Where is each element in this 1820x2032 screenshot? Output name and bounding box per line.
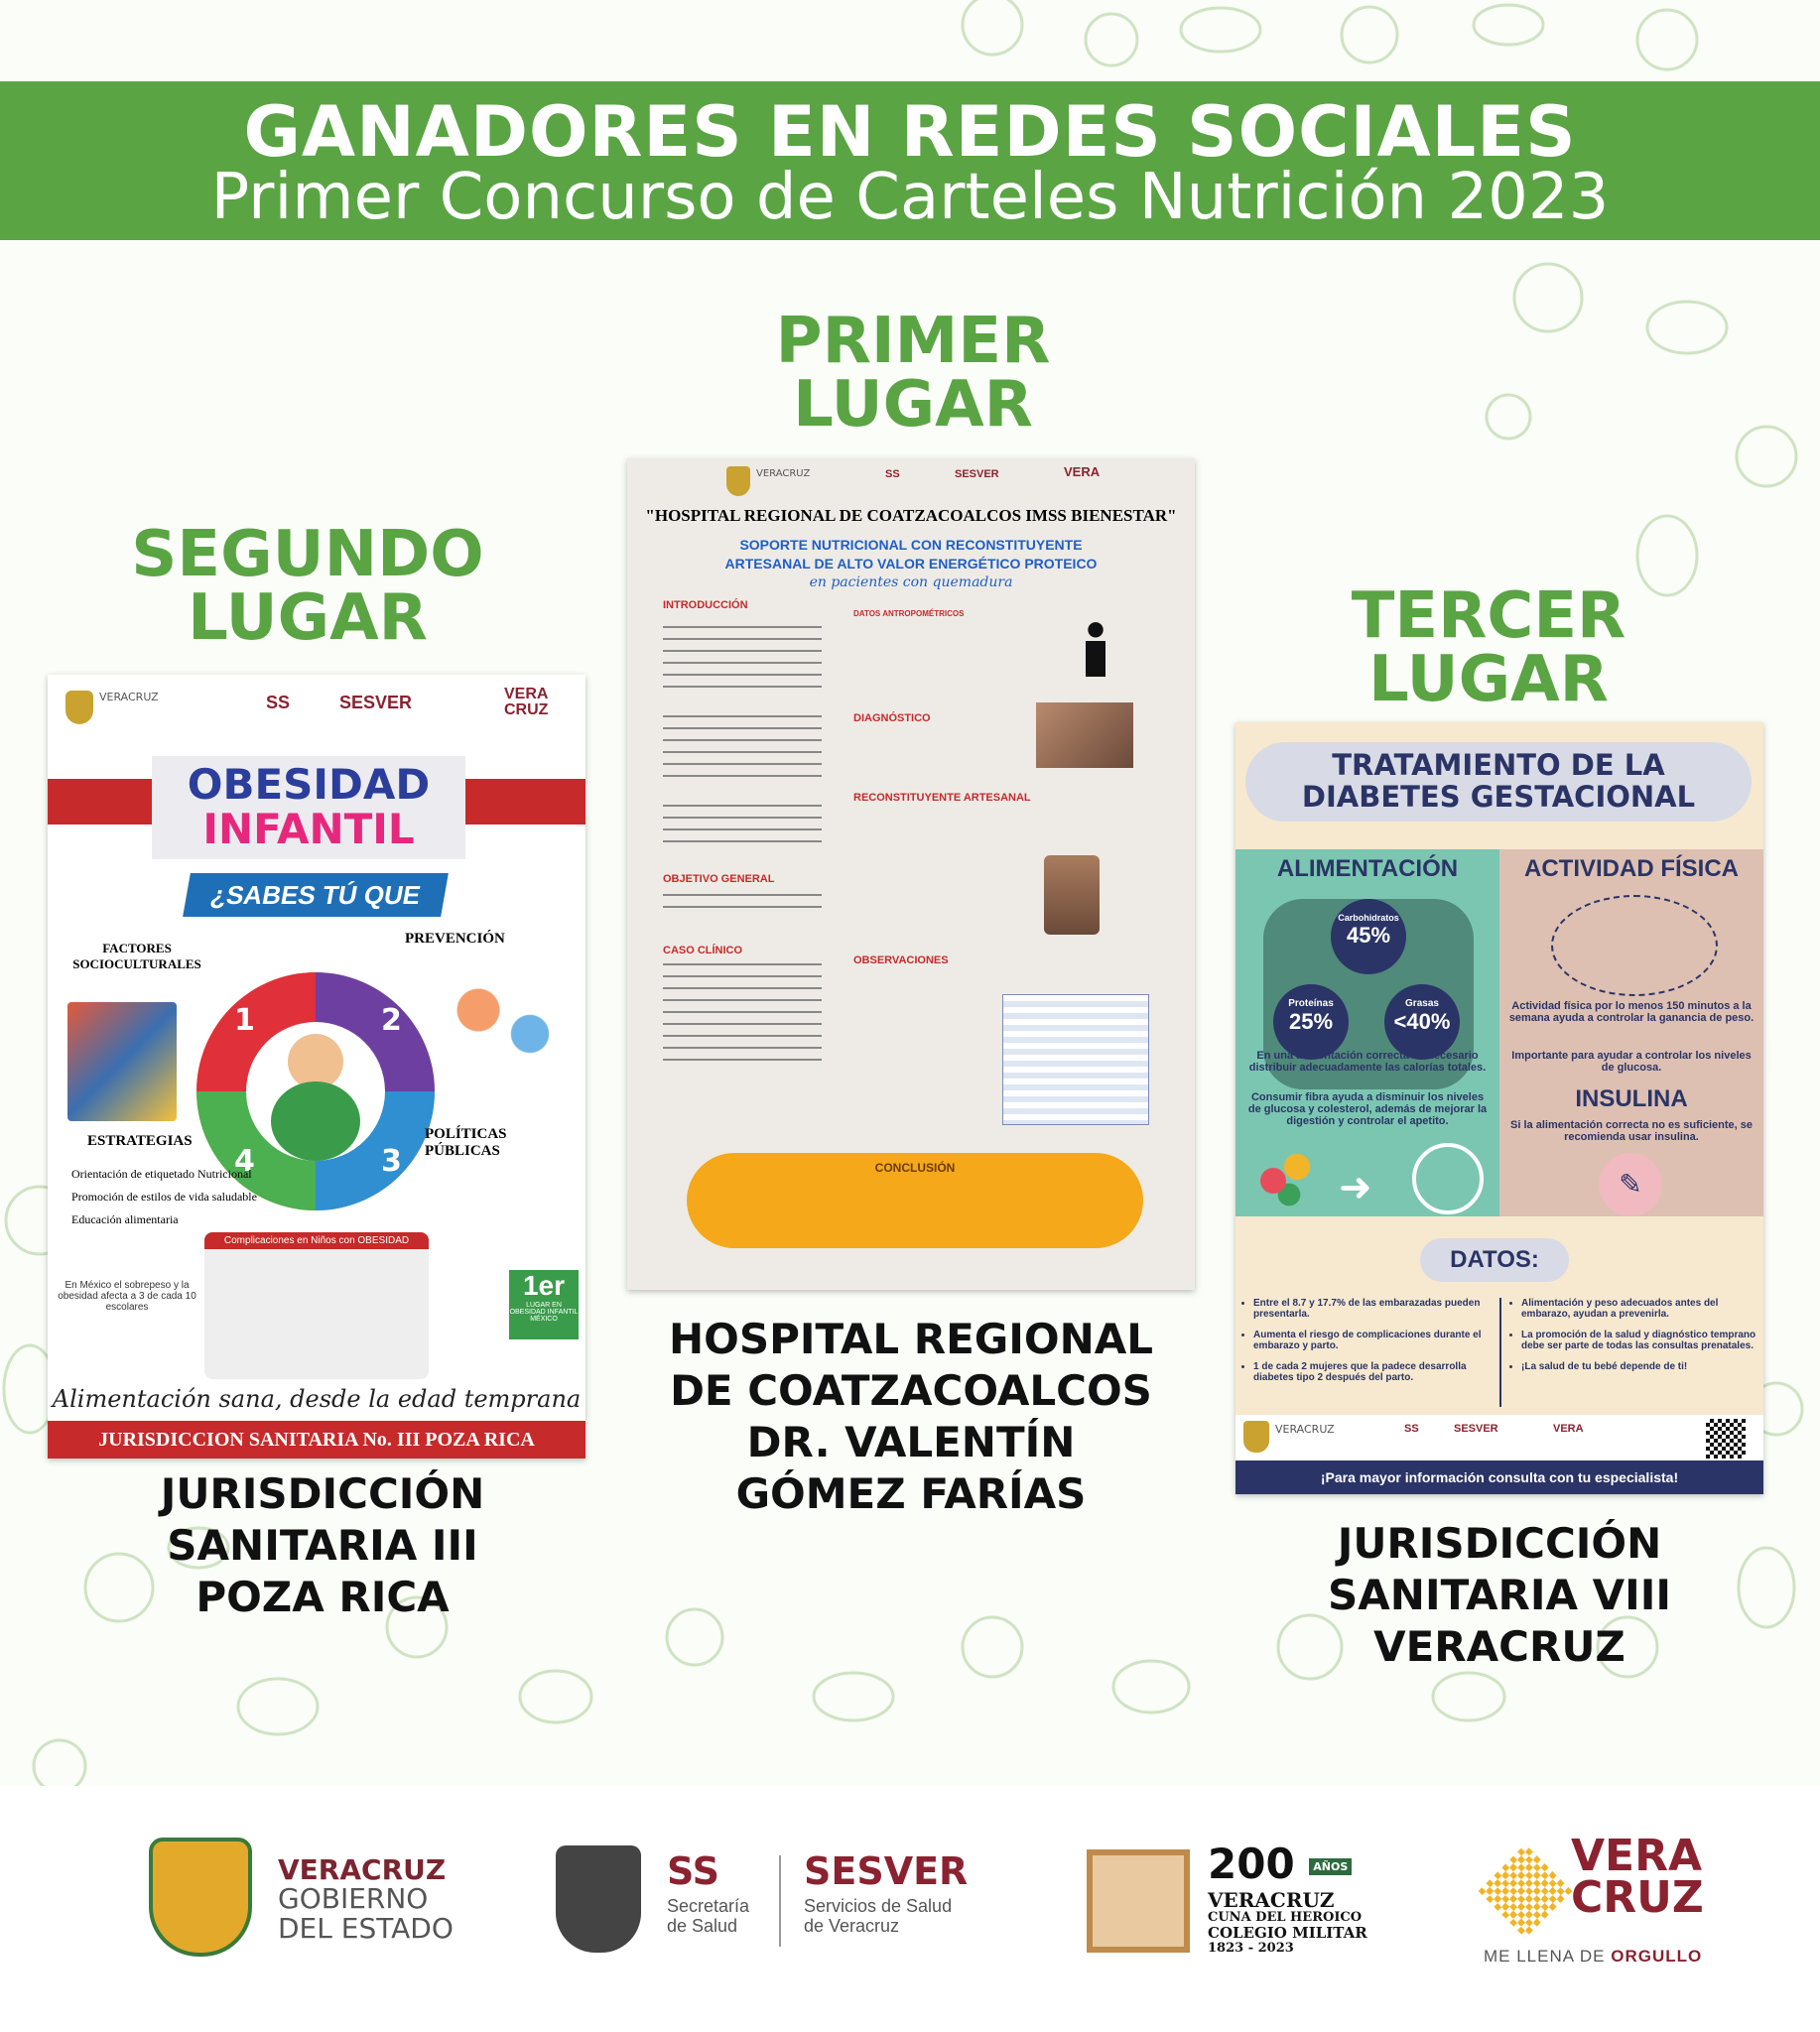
complications-title: Complicaciones en Niños con OBESIDAD (204, 1232, 429, 1249)
anios-number: 200 (1208, 1840, 1295, 1888)
protein-value: 25% (1288, 1009, 1334, 1034)
fat-badge (1384, 984, 1460, 1060)
third-place-heading (1290, 579, 1687, 716)
ss-logo-text: SS (667, 1849, 720, 1893)
obesidad-word: OBESIDAD (187, 760, 431, 809)
obesity-stat: En México el sobrepeso y la obesidad afecta a 3 de cada 10 escolares (58, 1280, 196, 1313)
orgullo-tagline (1484, 1947, 1722, 1967)
datos-pill: DATOS: (1420, 1238, 1569, 1282)
poster-logo-sesver: SESVER (955, 468, 999, 480)
first-place-word-2: LUGAR (793, 368, 1033, 442)
section-objective: OBJETIVO GENERAL (663, 873, 775, 885)
complications-box (204, 1232, 429, 1379)
poster-diabetes-gestacional (1235, 722, 1763, 1494)
winner-line: POZA RICA (195, 1573, 450, 1622)
poster-vera: VERA (1553, 1423, 1584, 1435)
colegio-emblem-icon (1087, 1849, 1190, 1953)
poster-vera: VERA (504, 686, 549, 702)
list-item: • La promoción de la salud y diagnóstico temprano debe ser parte de todas las consultas prenatales. (1521, 1330, 1763, 1351)
fiber-text: Consumir fibra ayuda a disminuir los niveles de glucosa y colesterol, además de mejorar la digestión y controlar el apetito. (1247, 1091, 1488, 1127)
first-place-badge (509, 1270, 579, 1339)
del-estado-word: DEL ESTADO (278, 1911, 454, 1945)
logo-veracruz-gobierno (149, 1838, 466, 1957)
list-item: Orientación de etiquetado Nutricional (71, 1167, 252, 1181)
third-place-word-2: LUGAR (1368, 643, 1609, 716)
winner-line: GÓMEZ FARÍAS (735, 1469, 1087, 1519)
colegio-line: 1823 - 2023 (1208, 1940, 1294, 1956)
poster-soporte-nutricional (627, 458, 1195, 1290)
title-line-2: DIABETES GESTACIONAL (1301, 779, 1696, 814)
poster-logo-ss: SS (266, 693, 291, 712)
hospital-title: "HOSPITAL REGIONAL DE COATZACOALCOS IMSS BIENESTAR" (645, 506, 1177, 525)
poster-footer: ¡Para mayor información consulta con tu especialista! (1235, 1460, 1763, 1494)
poster-obesidad-infantil (48, 675, 585, 1459)
banner-title: GANADORES EN REDES SOCIALES (243, 91, 1577, 173)
winner-line: JURISDICCIÓN (1337, 1519, 1662, 1568)
winner-line: DE COATZACOALCOS (670, 1366, 1152, 1416)
list-item: • 1 de cada 2 mujeres que la padece desarrolla diabetes tipo 2 después del parto. (1253, 1361, 1501, 1383)
first-place-word-1: PRIMER (775, 305, 1051, 378)
strategies-label: ESTRATEGIAS (87, 1133, 193, 1149)
third-place-winner (1235, 1518, 1763, 1673)
ss-shield-icon (556, 1845, 641, 1953)
poster-vera: VERA (1064, 464, 1101, 479)
actividad-panel (1499, 849, 1763, 1216)
poster-logo-veracruz: VERACRUZ (1275, 1423, 1335, 1436)
section-intro: INTRODUCCIÓN (663, 599, 748, 611)
poster-logo-veracruz: VERACRUZ (756, 468, 811, 479)
text-columns (663, 617, 842, 1074)
sesver-logo-text: SESVER (804, 1849, 969, 1893)
anios-heading (1208, 1840, 1352, 1888)
veggies-icon (1249, 1139, 1329, 1208)
svg-text:3: 3 (381, 1144, 402, 1179)
conclusion-box (687, 1153, 1143, 1248)
colegio-line: CUNA DEL HEROICO (1208, 1910, 1363, 1925)
datos-right-list (1507, 1298, 1763, 1372)
alimentacion-title: ALIMENTACIÓN (1276, 855, 1459, 882)
syringe-icon: ✎ (1599, 1153, 1662, 1216)
food-collage-image (67, 1002, 177, 1121)
winner-line: SANITARIA III (167, 1521, 478, 1571)
sesver-sub (804, 1897, 952, 1937)
section-diagnosis: DIAGNÓSTICO (853, 712, 931, 724)
fat-label: Grasas (1405, 998, 1439, 1009)
cruz-word: CRUZ (1571, 1871, 1704, 1923)
poster-logo-row (58, 687, 574, 726)
datos-left-list (1239, 1298, 1501, 1383)
second-place-heading (109, 518, 506, 655)
insulina-title: INSULINA (1575, 1085, 1688, 1112)
qr-code-icon (1706, 1419, 1746, 1459)
logo-200-anios (1087, 1840, 1394, 1963)
winner-line: JURISDICCIÓN (160, 1469, 485, 1518)
arrow-right-icon: ➜ (1339, 1166, 1372, 1209)
section-observations: OBSERVACIONES (853, 954, 949, 966)
glucose-text: Importante para ayudar a controlar los niveles de glucosa. (1511, 1050, 1752, 1074)
list-item: Promoción de estilos de vida saludable (71, 1190, 257, 1204)
conclusion-title: CONCLUSIÓN (874, 1161, 956, 1175)
poster-logo-ss: SS (885, 468, 900, 480)
poster-footer: JURISDICCION SANITARIA No. III POZA RICA (48, 1421, 585, 1459)
list-item: • ¡La salud de tu bebé depende de ti! (1521, 1361, 1763, 1372)
list-item: • Aumenta el riesgo de complicaciones durante el embarazo y parto. (1253, 1330, 1501, 1351)
winner-line: VERACRUZ (1373, 1622, 1625, 1672)
sesver-sub-line: Servicios de Salud (804, 1896, 953, 1916)
colegio-text (1208, 1889, 1367, 1956)
prevention-label: PREVENCIÓN (405, 931, 505, 947)
carbs-label: Carbohidratos (1338, 913, 1399, 923)
sesver-sub-line: de Veracruz (804, 1915, 900, 1936)
pregnant-woman-icon (1551, 895, 1718, 996)
banner-subtitle: Primer Concurso de Carteles Nutrición 2023 (210, 161, 1610, 234)
factors-label: FACTORES SOCIOCULTURALES (72, 941, 201, 971)
strategies-list (48, 1167, 257, 1227)
veracruz-word: VERACRUZ (278, 1853, 447, 1886)
ss-sub-line: Secretaría (667, 1896, 750, 1916)
list-item: • Entre el 8.7 y 17.7% de las embarazadas pueden presentarla. (1253, 1298, 1501, 1320)
burn-photo (1036, 702, 1133, 768)
veracruz-shield-icon (65, 691, 93, 724)
intestine-icon (1412, 1143, 1484, 1214)
first-place-heading (715, 305, 1111, 442)
gobierno-word: GOBIERNO (278, 1882, 429, 1916)
activity-text: Actividad física por lo menos 150 minutos a la semana ayuda a controlar la ganancia de peso. (1508, 1000, 1755, 1024)
poster-slogan: Alimentación sana, desde la edad temprana (52, 1385, 582, 1413)
second-place-word-1: SEGUNDO (131, 518, 484, 591)
second-place-word-2: LUGAR (188, 581, 428, 655)
poster-logo-veracruz: VERACRUZ (99, 691, 159, 703)
actividad-title: ACTIVIDAD FÍSICA (1524, 855, 1739, 882)
person-icon (1076, 619, 1115, 679)
second-place-winner (60, 1468, 585, 1623)
poster-logo-row (1235, 1415, 1763, 1460)
insulina-text: Si la alimentación correcta no es suficiente, se recomienda usar insulina. (1510, 1119, 1753, 1143)
poster-logo-veracruz-orgullo (504, 687, 548, 718)
poster-main-title (627, 536, 1195, 592)
infantil-word: INFANTIL (202, 805, 415, 853)
badge-number: 1er (522, 1270, 566, 1301)
svg-text:4: 4 (234, 1144, 255, 1179)
fat-value: <40% (1393, 1009, 1451, 1034)
winner-line: HOSPITAL REGIONAL (668, 1315, 1154, 1363)
title-line-1: SOPORTE NUTRICIONAL CON RECONSTITUYENTE (739, 537, 1083, 553)
veracruz-shield-icon (1243, 1421, 1269, 1453)
title-line-3: en pacientes con quemadura (809, 573, 1013, 590)
protein-badge (1273, 984, 1349, 1060)
poster-cruz: CRUZ (504, 701, 549, 718)
anios-word: AÑOS (1309, 1858, 1352, 1875)
colegio-line: COLEGIO MILITAR (1208, 1924, 1367, 1943)
vera-cruz-wordmark (1571, 1831, 1704, 1923)
question-ribbon: ¿SABES TÚ QUE ES? (183, 873, 449, 917)
drink-photo (1044, 855, 1100, 935)
winner-line: DR. VALENTÍN (746, 1418, 1076, 1467)
list-item: • Alimentación y peso adecuados antes del embarazo, ayudan a prevenirla. (1521, 1298, 1763, 1320)
section-case: CASO CLÍNICO (663, 945, 743, 956)
badge-text: LUGAR EN OBESIDAD INFANTIL MÉXICO (509, 1302, 579, 1323)
section-reconstituent: RECONSTITUYENTE ARTESANAL (853, 792, 1031, 804)
veracruz-coat-of-arms-icon (149, 1838, 252, 1957)
third-place-word-1: TERCER (1351, 579, 1626, 653)
svg-text:1: 1 (234, 1003, 255, 1038)
list-item: Educación alimentaria (71, 1212, 179, 1226)
footer-logos (0, 1786, 1820, 2032)
ss-sub-line: de Salud (667, 1915, 738, 1936)
poster-logo-sesver: SESVER (1454, 1423, 1498, 1435)
policies-label: POLÍTICAS PÚBLICAS (425, 1126, 507, 1159)
title-line-2: ARTESANAL DE ALTO VALOR ENERGÉTICO PROTEICO (724, 555, 1098, 572)
poster-logo-row (726, 464, 1123, 498)
orgullo-part-1: ME LLENA DE (1484, 1947, 1612, 1966)
lab-table (1002, 994, 1149, 1125)
section-anthropometric: DATOS ANTROPOMÉTRICOS (853, 609, 965, 618)
winner-line: SANITARIA VIII (1328, 1571, 1671, 1620)
logo-divider (779, 1855, 781, 1947)
poster-title-box (152, 756, 465, 859)
veracruz-shield-icon (726, 466, 750, 496)
vera-word: VERA (1571, 1831, 1703, 1881)
carbs-badge (1331, 899, 1406, 974)
logo-veracruz-orgullo (1484, 1831, 1722, 1974)
kids-illustration (440, 962, 569, 1081)
calories-text-visible: En una alimentación correcta es necesario distribuir adecuadamente las calorías totales. (1248, 1050, 1487, 1074)
poster-logo-ss: SS (1404, 1423, 1419, 1435)
protein-label: Proteínas (1288, 998, 1334, 1009)
veracruz-pattern-icon (1478, 1843, 1572, 1938)
svg-text:2: 2 (381, 1003, 402, 1038)
logo-ss-sesver (556, 1845, 992, 1955)
title-line-1: TRATAMIENTO DE LA (1332, 748, 1665, 782)
first-place-winner (613, 1314, 1209, 1520)
veracruz-gobierno-text (278, 1855, 454, 1943)
poster-title-pill (1245, 742, 1752, 822)
carbs-value: 45% (1346, 923, 1391, 948)
colegio-line: VERACRUZ (1208, 1888, 1335, 1912)
poster-logo-sesver: SESVER (339, 693, 413, 712)
title-banner (0, 81, 1820, 240)
ss-sub (667, 1897, 749, 1937)
orgullo-part-2: ORGULLO (1611, 1947, 1703, 1966)
